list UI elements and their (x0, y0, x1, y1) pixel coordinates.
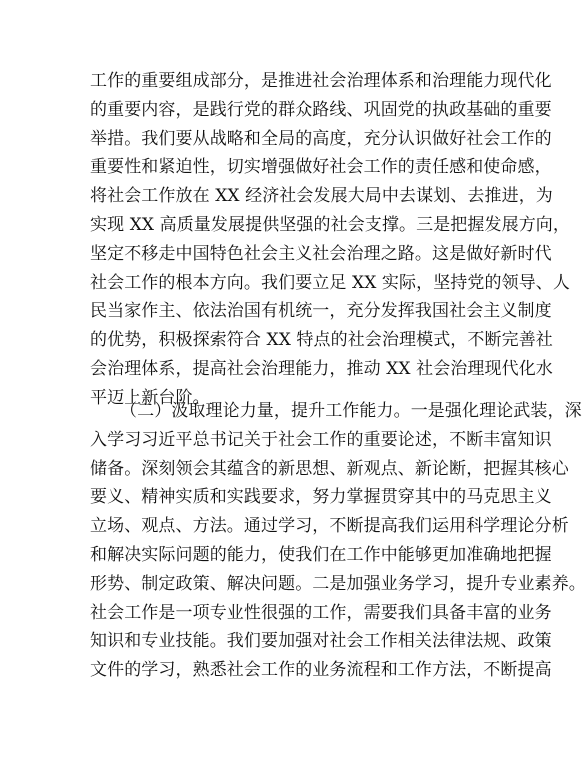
text-line: 社会工作的根本方向。我们要立足 XX 实际，坚持党的领导、人 (90, 272, 571, 293)
text-line: 将社会工作放在 XX 经济社会发展大局中去谋划、去推进，为 (90, 186, 553, 207)
text-line: 工作的重要组成部分，是推进社会治理体系和治理能力现代化 (90, 71, 552, 91)
text-line: 知识和专业技能。我们要加强对社会工作相关法律法规、政策 (90, 631, 552, 652)
text-line: 平迈上新台阶。 (90, 387, 210, 408)
text-line: 文件的学习，熟悉社会工作的业务流程和工作方法，不断提高 (90, 660, 552, 681)
paragraph-2 (90, 397, 586, 685)
text-line: 民当家作主、依法治国有机统一，充分发挥我国社会主义制度 (90, 301, 552, 322)
text-line: 坚定不移走中国特色社会主义社会治理之路。这是做好新时代 (90, 243, 552, 264)
text-line: 会治理体系，提高社会治理能力，推动 XX 社会治理现代化水 (90, 358, 553, 379)
paragraph-1 (90, 67, 571, 413)
text-line: 要义、精神实质和实践要求，努力掌握贯穿其中的马克思主义 (90, 487, 552, 508)
text-line: 入学习习近平总书记关于社会工作的重要论述，不断丰富知识 (90, 429, 552, 450)
text-line: 重要性和紧迫性，切实增强做好社会工作的责任感和使命感， (90, 157, 552, 178)
text-line: 形势、制定政策、解决问题。二是加强业务学习，提升专业素养。 (90, 573, 586, 594)
text-line: 的优势，积极探索符合 XX 特点的社会治理模式，不断完善社 (90, 330, 553, 351)
text-line: 储备。深刻领会其蕴含的新思想、新观点、新论断，把握其核心 (90, 458, 569, 479)
text-line: 举措。我们要从战略和全局的高度，充分认识做好社会工作的 (90, 128, 552, 149)
text-line: 实现 XX 高质量发展提供坚强的社会支撑。三是把握发展方向， (90, 214, 571, 235)
text-line: 的重要内容，是践行党的群众路线、巩固党的执政基础的重要 (90, 99, 552, 120)
text-line: 立场、观点、方法。通过学习，不断提高我们运用科学理论分析 (90, 516, 569, 537)
section-heading-line: （二）汲取理论力量，提升工作能力。一是强化理论武装，深 (120, 401, 582, 421)
text-line: 社会工作是一项专业性很强的工作，需要我们具备丰富的业务 (90, 602, 552, 623)
text-line: 和解决实际问题的能力，使我们在工作中能够更加准确地把握 (90, 544, 552, 565)
